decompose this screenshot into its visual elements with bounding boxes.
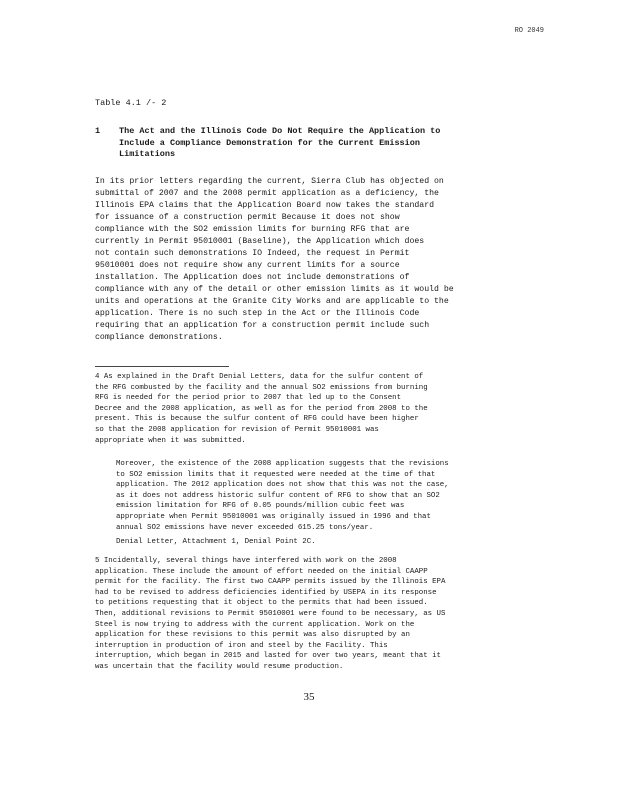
body-paragraph: In its prior letters regarding the current, Sierra Club has objected on submittal of 2007 and the 2008 permit application as a deficiency, the Illinois EPA claims that the Application Board now takes the standard for issuance of a construction permit Because it does not show compliance with the SO2 emission limits for burning RFG that are currently in Permit 95010001 (Baseline), the Application which does not contain such demonstrations IO Indeed, the request in Permit 95010001 does not require show any current limits for a source installation. The Application does not include demonstrations of compliance with any of the detail or other emission limits as it would be units and operations at the Granite City Works and are applicable to the application. There is no such step in the Act or the Illinois Code requiring that an application for a construction permit include such compliance demonstrations.: [95, 177, 454, 342]
heading-text: The Act and the Illinois Code Do Not Require the Application to Include a Compliance Demonstration for the Current Emission Limitations: [119, 126, 441, 159]
page-number: 35: [303, 691, 315, 703]
block-quote: Moreover, the existence of the 2008 application suggests that the revisions to SO2 emission limits that it requested were needed at the time of that application. The 2012 application does not show that this was not the case, as it does not address historic sulfur content of RFG to show that an SO2 emission limitation for RFG of 0.05 pounds/million cubic feet was appropriate when Permit 95010001 was originally issued in 1996 and that annual SO2 emissions have never exceeded 615.25 tons/year.: [116, 460, 449, 532]
heading-number: 1: [95, 126, 101, 136]
document-id: RO 2049: [514, 27, 544, 35]
reference-line: Table 4.1 /- 2: [95, 98, 167, 108]
footnote-1: 4 As explained in the Draft Denial Letters, data for the sulfur content of the RFG combusted by the facility and the annual SO2 emissions from burning RFG is needed for the period prior to 2007 that led up to the Consent Decree and the 2008 application, as well as for the period from 2008 to the present. This is because the sulfur content of RFG could have been higher so that the 2008 application for revision of Permit 95010001 was appropriate when it was submitted.: [95, 373, 428, 445]
section-heading: [95, 126, 525, 161]
quote-citation: Denial Letter, Attachment 1, Denial Point 2C.: [116, 538, 316, 546]
footnote-2: 5 Incidentally, several things have interfered with work on the 2008 application. These include the amount of effort needed on the initial CAAPP permit for the facility. The first two CAAPP permits issued by the Illinois EPA had to be revised to address deficiencies identified by USEPA in its response to petitions requesting that it object to the permits that had been issued. Then, additional revisions to Permit 95010001 were found to be necessary, as US Steel is now trying to address with the current application. Work on the application for these revisions to this permit was also disrupted by an interruption in production of iron and steel by the Facility. This interruption, which began in 2015 and lasted for over two years, meant that it was uncertain that the facility would resume production.: [95, 557, 446, 671]
footnote-separator: [95, 366, 229, 367]
